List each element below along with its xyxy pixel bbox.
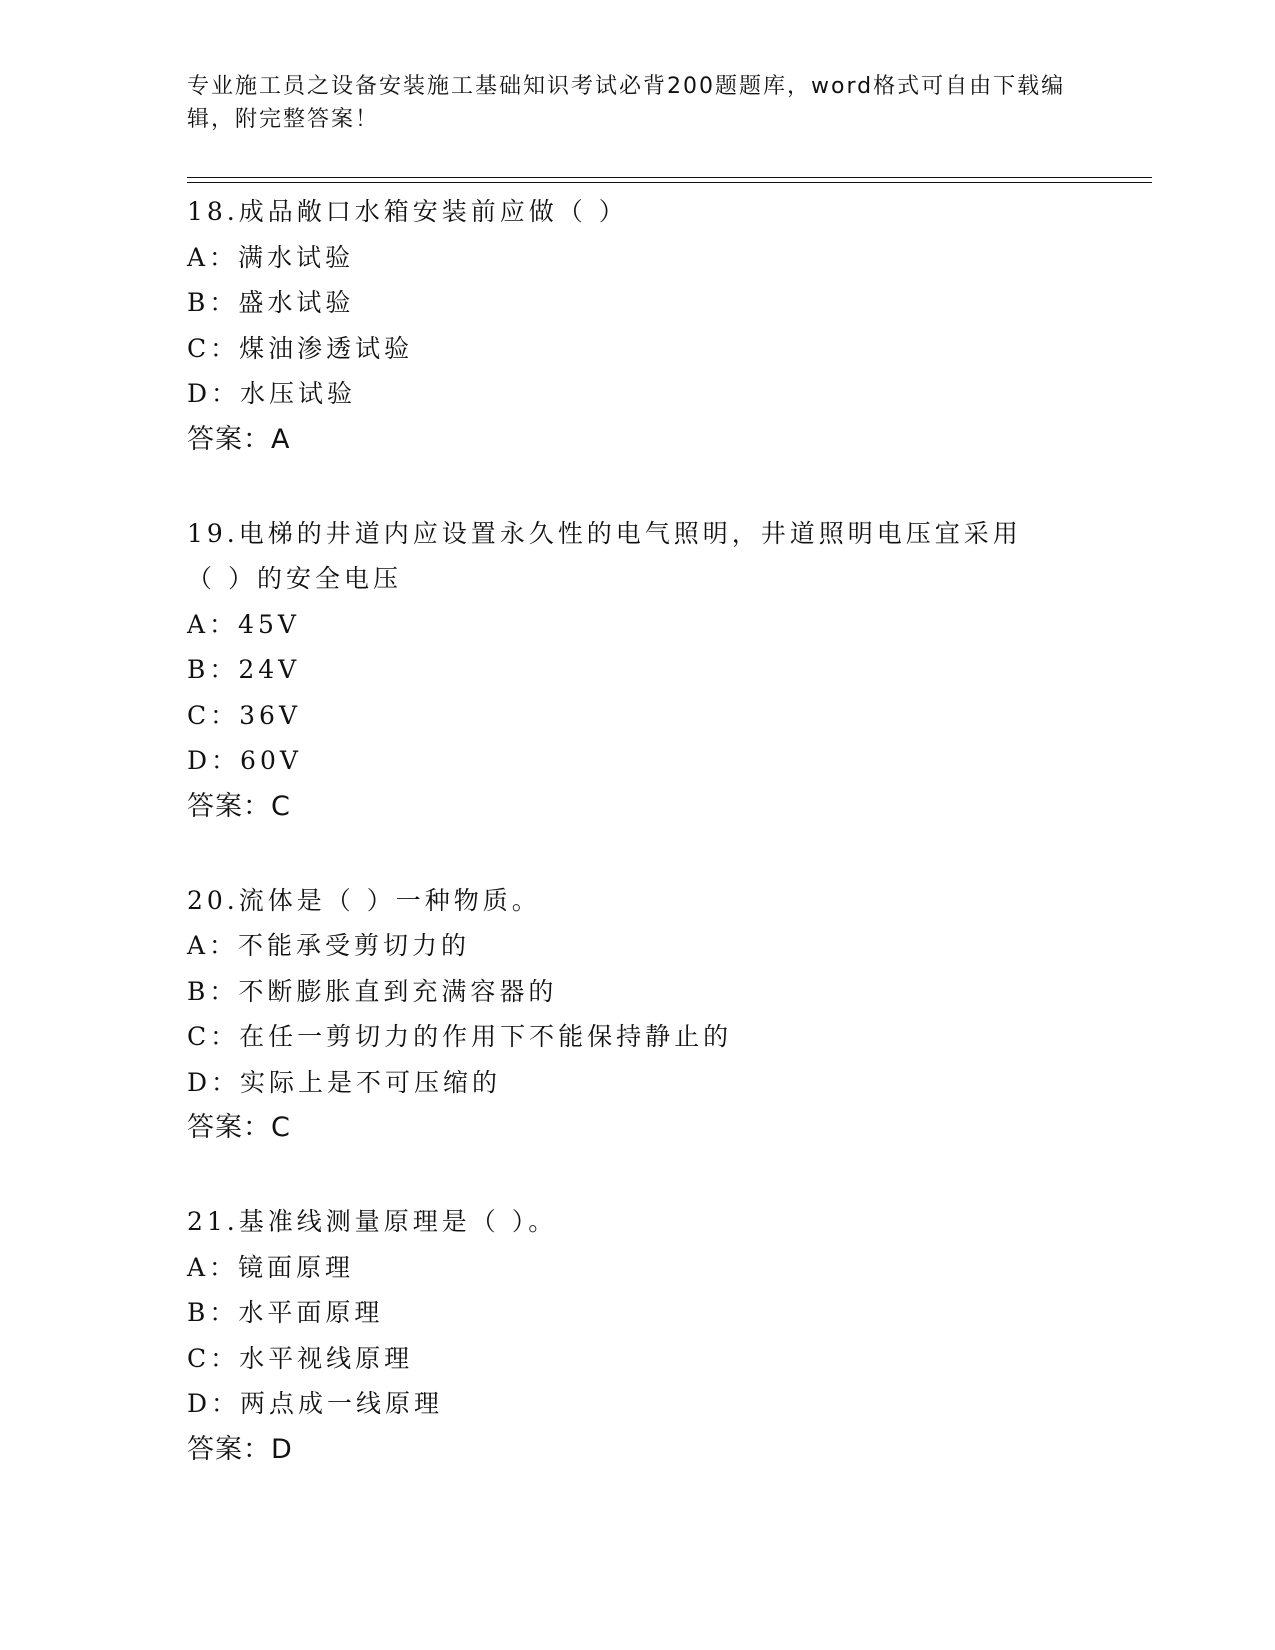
option-c: C：36V — [187, 700, 301, 730]
option-b: B：不断膨胀直到充满容器的 — [187, 976, 558, 1006]
answer-line: 答案：C — [187, 790, 291, 822]
document-title: 专业施工员之设备安装施工基础知识考试必背200题题库，word格式可自由下载编辑，附完整答案！ — [187, 74, 1066, 132]
option-d: D：水压试验 — [187, 379, 357, 408]
question-stem: 19.电梯的井道内应设置永久性的电气照明，井道照明电压宜采用（ ）的安全电压 — [187, 518, 1022, 593]
option-d: D：两点成一线原理 — [187, 1389, 444, 1418]
question-stem: 18.成品敞口水箱安装前应做（ ） — [187, 197, 628, 226]
header-divider-bottom — [187, 182, 1152, 183]
option-a: A：镜面原理 — [187, 1252, 355, 1282]
question-21 — [187, 1199, 1087, 1473]
answer-line: 答案：C — [187, 1112, 291, 1143]
question-list — [187, 189, 1087, 1521]
question-18 — [187, 189, 1087, 463]
option-a: A：满水试验 — [187, 242, 355, 272]
question-19 — [187, 511, 1087, 830]
answer-line: 答案：D — [187, 1433, 293, 1465]
option-c: C：水平视线原理 — [187, 1343, 414, 1373]
option-a: A：不能承受剪切力的 — [187, 931, 471, 960]
question-stem: 20.流体是（ ）一种物质。 — [187, 885, 541, 915]
option-d: D：实际上是不可压缩的 — [187, 1067, 502, 1097]
option-a: A：45V — [187, 609, 300, 639]
question-20 — [187, 878, 1087, 1152]
header-divider-top — [187, 177, 1152, 178]
question-stem: 21.基准线测量原理是（ ）。 — [187, 1207, 558, 1236]
option-b: B：24V — [187, 655, 301, 684]
option-d: D：60V — [187, 746, 302, 775]
option-b: B：水平面原理 — [187, 1298, 384, 1327]
option-b: B：盛水试验 — [187, 288, 355, 317]
option-c: C：在任一剪切力的作用下不能保持静止的 — [187, 1022, 733, 1051]
answer-line: 答案：A — [187, 423, 291, 455]
option-c: C：煤油渗透试验 — [187, 333, 414, 363]
